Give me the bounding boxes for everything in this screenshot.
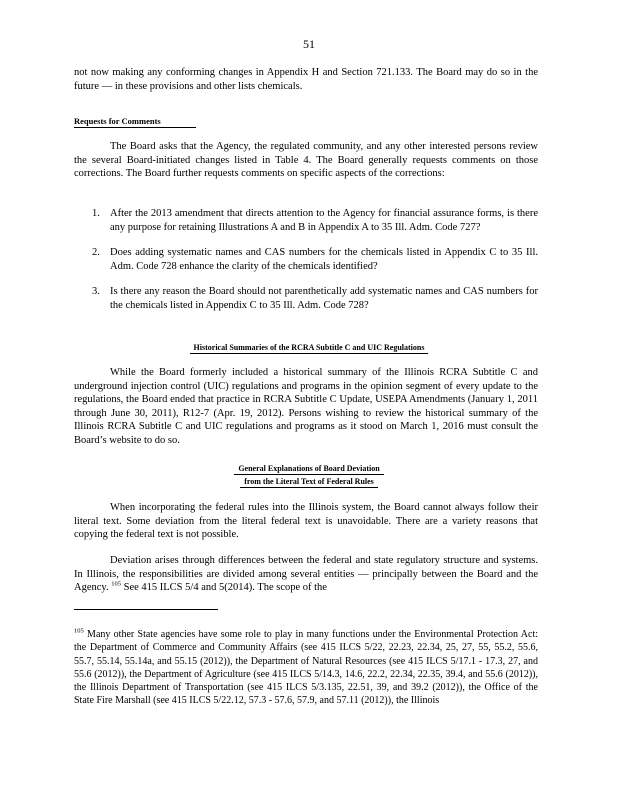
heading-historical-text: Historical Summaries of the RCRA Subtitle C and UIC Regulations	[190, 343, 429, 354]
list-item-number: 1.	[92, 208, 100, 219]
list-item-text: Is there any reason the Board should not parenthetically add systematic names and CAS numbers for the chemicals listed in Appendix C to 35 Ill. Adm. Code 728?	[110, 286, 538, 311]
footnote-number: 105	[74, 627, 84, 635]
list-item-number: 2.	[92, 247, 100, 259]
deviation-text-continued: See 415 ILCS 5/4 and 5(2014). The scope of the	[123, 582, 327, 594]
requests-paragraph: The Board asks that the Agency, the regulated community, and any other interested persons review the several Board-initiated changes listed in Table 4. The Board generally requests comments on those corrections. The Board further requests comments on specific aspects of the corrections:	[74, 141, 538, 180]
intro-paragraph: not now making any conforming changes in Appendix H and Section 721.133. The Board may do so in the future — in these provisions and other lists chemicals.	[74, 67, 538, 92]
comment-questions-list	[92, 207, 538, 313]
footnote	[74, 628, 538, 708]
incorporating-paragraph: When incorporating the federal rules into the Illinois system, the Board cannot always follow their literal text. Some deviation from the literal federal text is unavoidable. There are a variety reasons that copying the federal text is not possible.	[74, 502, 538, 541]
list-item	[92, 246, 538, 273]
deviation-paragraph	[74, 554, 538, 595]
footnote-text: Many other State agencies have some role to play in many functions under the Environmental Protection Act: the Department of Commerce and Community Affairs (see 415 ILCS 5/22, 22.23, 22.34, 25, 27, 55, 55.2, 55.6, 55.7, 55.14, 55.14a, and 55.15 (2012)), the Department of Natural Resources (see 415 ILCS 5/17.1 - 17.3, 27, and 55.6 (2012)), the Department of Agriculture (see 415 ILCS 5/14.3, 14.6, 22.2, 22.34, 22.35, 39.4, and 55.6 (2012)), the Illinois Department of Transportation (see 415 ILCS 5/3.135, 22.51, 39, and 39.2 (2012)), the Office of the State Fire Marshall (see 415 ILCS 5/22.12, 57.3 - 57.6, 57.9, and 57.11 (2012)), the Illinois	[74, 629, 538, 707]
deviation-text: Deviation arises through differences between the federal and state regulatory structure and systems. In Illinois, the responsibilities are divided among several entities — principally between the Board and the Agency.	[74, 555, 538, 594]
list-item-text: After the 2013 amendment that directs attention to the Agency for financial assurance forms, is there any purpose for retaining Illustrations A and B in Appendix A to 35 Ill. Adm. Code 727?	[110, 208, 538, 233]
heading-requests-for-comments: Requests for Comments	[74, 116, 196, 128]
heading-general-explanations	[0, 464, 618, 475]
page-number: 51	[303, 37, 315, 51]
list-item-text: Does adding systematic names and CAS numbers for the chemicals listed in Appendix C to 35 Ill. Adm. Code 728 enhance the clarity of the chemicals identified?	[110, 247, 538, 272]
heading-general-explanations-line2	[0, 477, 618, 488]
heading-historical-summaries	[0, 343, 618, 354]
footnote-reference[interactable]: 105	[111, 580, 121, 588]
heading-general-line-2: from the Literal Text of Federal Rules	[240, 477, 378, 488]
footnote-divider	[74, 609, 218, 610]
heading-general-line-1: General Explanations of Board Deviation	[234, 464, 383, 475]
list-item	[92, 285, 538, 312]
list-item-number: 3.	[92, 286, 100, 298]
historical-paragraph: While the Board formerly included a historical summary of the Illinois RCRA Subtitle C and underground injection control (UIC) regulations and programs in the opinion segment of every update to the regulations, the Board ended that practice in RCRA Subtitle C Update, USEPA Amendments (January 1, 2011 through June 30, 2011), R12-7 (Apr. 19, 2012). Persons wishing to review the historical summary of the Illinois RCRA Subtitle C and UIC regulations and programs as it stood on March 1, 2016 must consult the Board’s website to do so.	[74, 367, 538, 446]
list-item	[92, 207, 538, 234]
